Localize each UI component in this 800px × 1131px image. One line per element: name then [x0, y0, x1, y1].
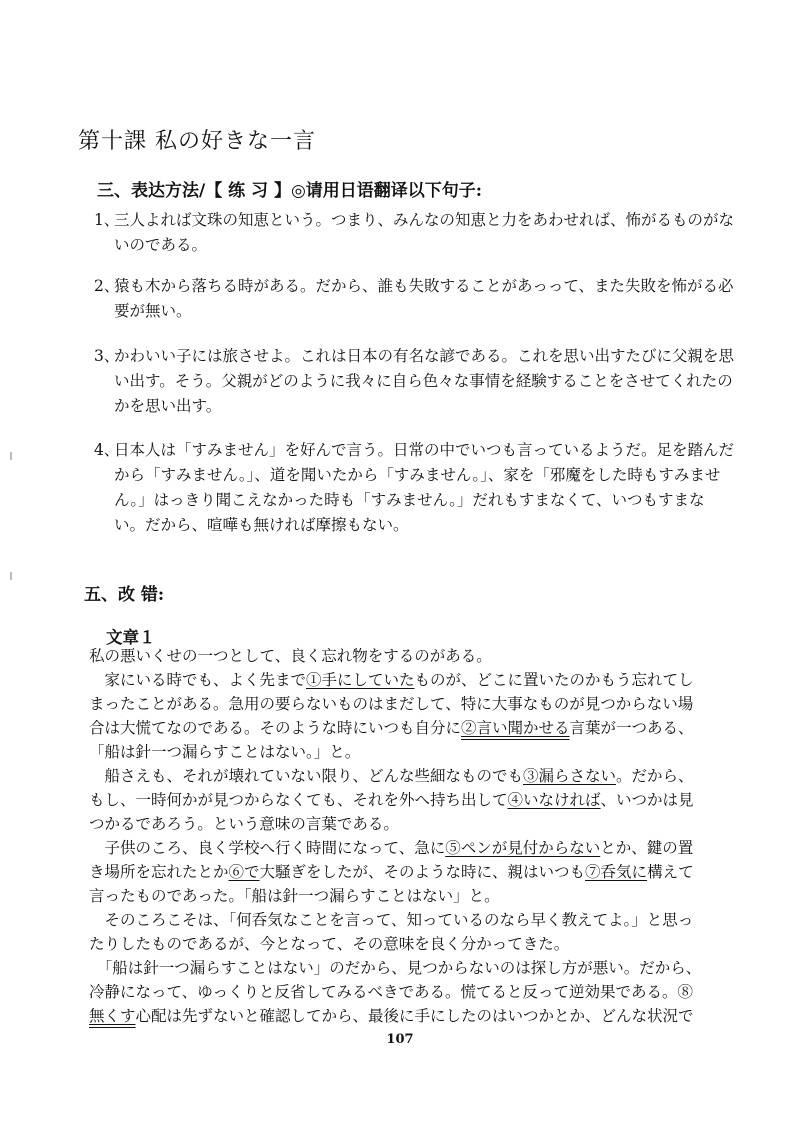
text: とか、鍵の置 — [600, 839, 694, 857]
article-subheading: 文章１ — [106, 628, 156, 647]
article-line — [89, 908, 693, 932]
article-line — [89, 812, 399, 836]
text: そのころこそは、「何呑気なことを言って、知っているのなら早く教えてよ。」と思っ — [89, 911, 694, 929]
text: 心配は先ずないと確認してから、最後に手にしたのはいつかとか、どんな状況で — [135, 1007, 694, 1025]
underlined-phrase-1: ①手にしていた — [306, 671, 415, 689]
article-line — [89, 716, 694, 740]
section-5-heading: 五、改 错: — [84, 585, 165, 605]
text: 、いつかは見 — [600, 791, 694, 809]
article-line — [89, 764, 694, 788]
text: 言ったものであった。「船は針一つ漏らすことはない」と。 — [89, 887, 500, 905]
article-line — [89, 932, 569, 956]
exercise-text: 日本人は「すみません」を好んで言う。日常の中でいつも言っているようだ。足を踏んだから「すみません。」、道を聞いたから「すみません。」、家を「邪魔をした時もすみません。」はっきり聞こえなかった時も「すみません。」だれもすまなくて、いつもすまない。だから、喧嘩も無ければ摩擦もない。 — [114, 441, 735, 534]
underlined-phrase-2: ②言い聞かせる — [461, 719, 570, 737]
exercise-number: 3、 — [94, 347, 120, 365]
article-line — [89, 1004, 694, 1028]
article-line — [89, 668, 694, 692]
text: 「船は針一つ漏らすことはない。」と。 — [89, 743, 361, 761]
text: もし、一時何かが見つからなくても、それを外へ持ち出して — [89, 791, 508, 809]
article-line — [89, 788, 694, 812]
scan-margin-mark — [10, 452, 12, 460]
lesson-title: 第十課 私の好きな一言 — [78, 129, 316, 154]
article-line — [89, 956, 701, 980]
underlined-phrase-3: ③漏らさない — [523, 767, 617, 785]
exercise-text: 猿も木から落ちる時がある。だから、誰も失敗することがあっって、また失敗を怖がる必要が無い。 — [114, 277, 734, 320]
text: 家にいる時でも、よく先まで — [89, 671, 307, 689]
text: き場所を忘れたとか — [89, 863, 229, 881]
text: 子供のころ、良く学校へ行く時間になって、急に — [89, 839, 446, 857]
text: ものが、どこに置いたのかもう忘れてし — [414, 671, 694, 689]
exercise-item — [94, 438, 734, 538]
text: 船さえも、それが壊れていない限り、どんな些細なものでも — [89, 767, 524, 785]
text: 私の悪いくせの一つとして、良く忘れ物をするのがある。 — [89, 647, 492, 665]
exercise-number: 2、 — [94, 277, 120, 295]
text: 言葉が一つある、 — [569, 719, 694, 737]
exercise-item — [94, 344, 734, 419]
text: 構えて — [647, 863, 694, 881]
text: つかるであろう。という意味の言葉である。 — [89, 815, 399, 833]
text: 冷静になって、ゆっくりと反省してみるべきである。慌てると反って逆効果である。⑧ — [89, 983, 694, 1001]
exercise-text: 三人よれば文珠の知恵という。つまり、みんなの知恵と力をあわせれば、怖がるものがないのである。 — [114, 211, 735, 254]
text: 「船は針一つ漏らすことはない」のだから、見つからないのは探し方が悪い。だから、 — [89, 959, 702, 977]
exercise-number: 4、 — [94, 441, 120, 459]
text: 合は大慌てなのである。そのような時にいつも自分に — [89, 719, 462, 737]
underlined-phrase-5: ⑤ペンが見付からない — [445, 839, 601, 857]
article-line — [89, 644, 492, 668]
text: まったことがある。急用の要らないものはまだして、特に大事なものが見つからない場 — [89, 695, 694, 713]
page-number: 107 — [386, 1032, 414, 1047]
text: たりしたものであるが、今となって、その意味を良く分かってきた。 — [89, 935, 570, 953]
exercise-item — [94, 208, 734, 258]
text: 大騒ぎをしたが、そのような時に、親はいつも — [259, 863, 586, 881]
text: 。だから、 — [616, 767, 694, 785]
section-3-heading: 三、表达方法/【 练 习 】◎请用日语翻译以下句子: — [97, 181, 483, 201]
underlined-phrase-7: ⑦呑気に — [585, 863, 648, 881]
exercise-text: かわいい子には旅させよ。これは日本の有名な諺である。これを思い出すたびに父親を思い出す。そう。父親がどのように我々に自ら色々な事情を経験することをさせてくれたのかを思い出す。 — [114, 347, 735, 415]
article-line — [89, 692, 693, 716]
article-line — [89, 740, 360, 764]
underlined-phrase-6: ⑥で — [228, 863, 260, 881]
underlined-phrase-4: ④いなければ — [507, 791, 601, 809]
exercise-item — [94, 274, 734, 324]
article-line — [89, 980, 693, 1004]
article-line — [89, 860, 694, 884]
underlined-phrase-8: 無くす — [89, 1007, 136, 1025]
exercise-number: 1、 — [94, 211, 120, 229]
article-line — [89, 884, 500, 908]
scan-margin-mark — [10, 572, 12, 580]
article-line — [89, 836, 693, 860]
